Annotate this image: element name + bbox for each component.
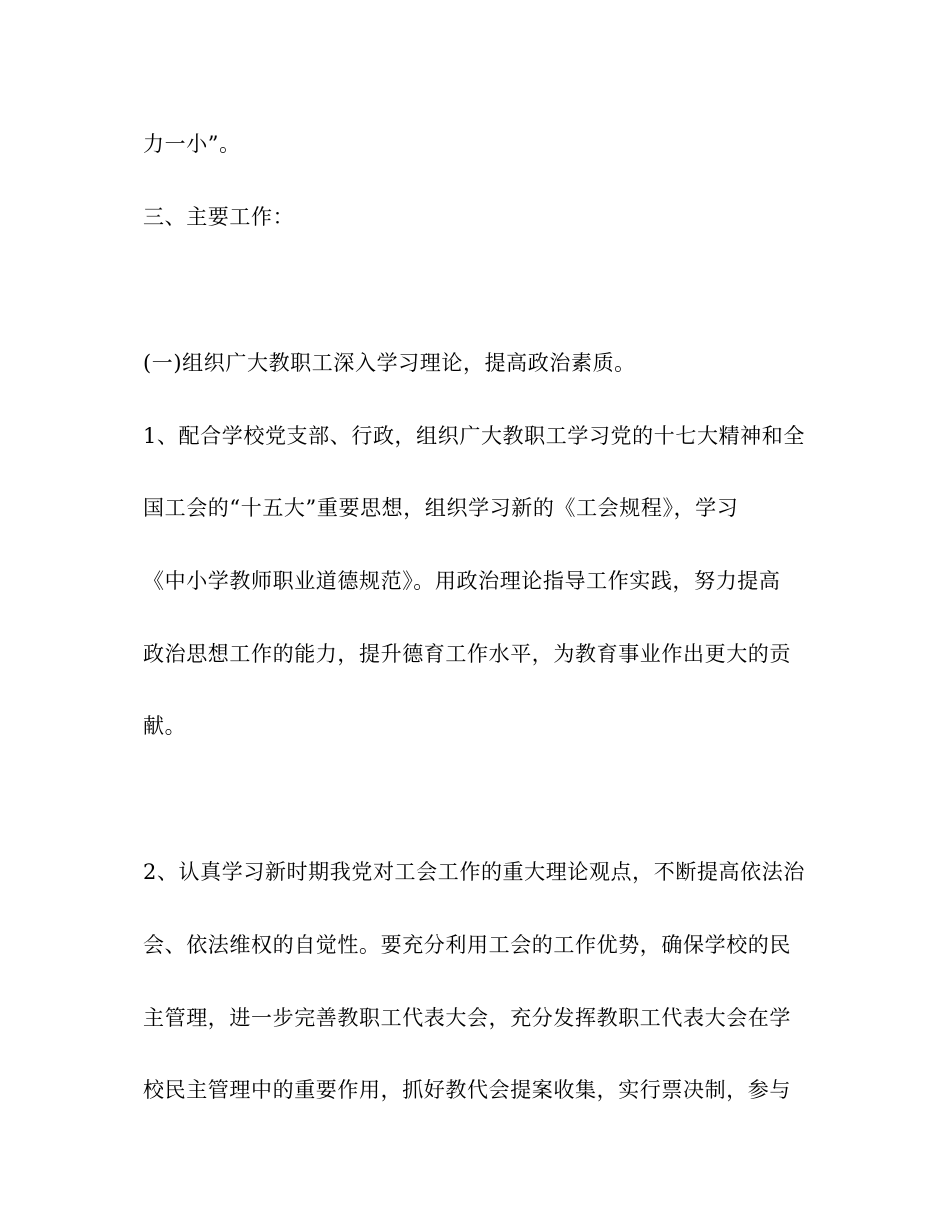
text-line: 2、认真学习新时期我党对工会工作的重大理论观点，不断提高依法治 — [143, 860, 805, 884]
text-line: 力一小”。 — [143, 132, 241, 156]
text-line: 《中小学教师职业道德规范》。用政治理论指导工作实践，努力提高 — [143, 569, 781, 593]
subsection-heading: (一)组织广大教职工深入学习理论，提高政治素质。 — [143, 351, 636, 375]
text-line: 会、依法维权的自觉性。要充分利用工会的工作优势，确保学校的民 — [143, 933, 791, 957]
text-line: 主管理，进一步完善教职工代表大会，充分发挥教职工代表大会在学 — [143, 1006, 791, 1030]
text-line: 校民主管理中的重要作用，抓好教代会提案收集，实行票决制，参与 — [143, 1078, 791, 1102]
section-heading: 三、主要工作： — [143, 205, 295, 229]
text-line: 国工会的“十五大”重要思想，组织学习新的《工会规程》，学习 — [143, 496, 739, 520]
text-line: 献。 — [143, 714, 187, 738]
text-line: 政治思想工作的能力，提升德育工作水平，为教育事业作出更大的贡 — [143, 642, 791, 666]
text-line: 1、配合学校党支部、行政，组织广大教职工学习党的十七大精神和全 — [143, 424, 805, 448]
